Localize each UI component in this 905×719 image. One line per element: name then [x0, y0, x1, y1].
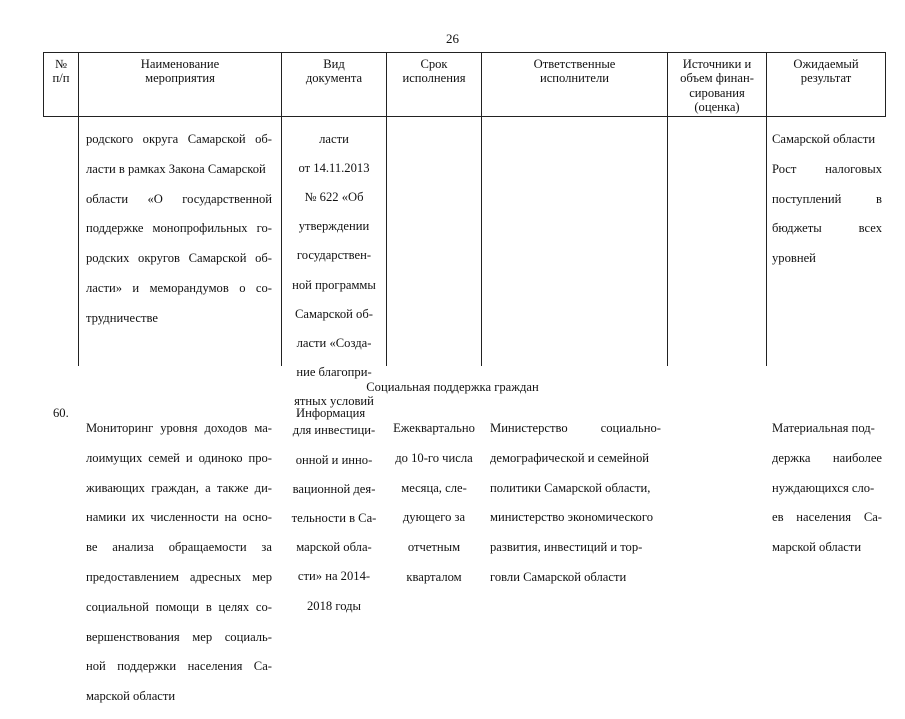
text-line: кварталом	[406, 569, 462, 584]
text-line: ние благопри-	[296, 365, 372, 380]
text-line: ласти в рамках Закона Самарской	[86, 161, 266, 176]
text-line: уровней	[772, 251, 816, 266]
row-60-document-type: Информация	[296, 406, 366, 420]
text-line: предоставлением адресных мер	[86, 569, 272, 584]
text-line: демографической и семейной	[490, 450, 650, 465]
text-line: поступлений в	[772, 191, 882, 206]
continuation-document-type	[282, 117, 386, 628]
text-line: Министерство социально-	[490, 420, 661, 435]
text-line: до 10-го числа	[395, 450, 473, 465]
page-number: 26	[446, 31, 459, 46]
text-line: родских округов Самарской об-	[86, 251, 272, 266]
text-line: поддержке монопрофильных го-	[86, 221, 272, 236]
text-line: вационной дея-	[292, 481, 376, 496]
text-line: министерство экономического	[490, 510, 654, 525]
text-line: онной и инно-	[295, 452, 373, 467]
text-line: государствен-	[296, 248, 372, 263]
text-line: Рост налоговых	[772, 161, 882, 176]
column-divider	[766, 52, 767, 366]
text-line: социальной помощи в целях со-	[86, 599, 272, 614]
column-divider	[481, 52, 482, 366]
text-line: родского округа Самарской об-	[86, 131, 272, 146]
text-line: бюджеты всех	[772, 221, 882, 236]
text-line: утверждении	[298, 219, 370, 234]
text-line: ной поддержки населения Са-	[86, 659, 272, 674]
column-divider	[386, 52, 387, 366]
text-line: развития, инвестиций и тор-	[490, 540, 643, 555]
text-line: живающих граждан, а также ди-	[86, 480, 272, 495]
text-line: тельности в Са-	[291, 511, 377, 526]
text-line: политики Самарской области,	[490, 480, 651, 495]
header-responsible: Ответственные исполнители	[533, 57, 616, 86]
text-line: для инвестици-	[292, 423, 376, 438]
header-deadline: Срок исполнения	[402, 57, 466, 86]
section-title: Социальная поддержка граждан	[366, 380, 539, 394]
continuation-expected-result	[772, 117, 882, 281]
text-line: ласти «Созда-	[296, 335, 372, 350]
row-60-responsible	[490, 406, 661, 600]
text-line: отчетным	[407, 540, 461, 555]
text-line: Ежеквартально	[393, 420, 475, 435]
text-line: нуждающихся сло-	[772, 480, 875, 495]
column-divider	[78, 52, 79, 366]
row-60-number: 60.	[53, 406, 69, 420]
column-divider	[885, 52, 886, 116]
text-line: месяца, сле-	[401, 480, 467, 495]
header-expected-result: Ожидаемый результат	[793, 57, 859, 86]
text-line: держка наиболее	[772, 450, 882, 465]
text-line: Материальная под-	[772, 420, 875, 435]
header-document-type: Вид документа	[305, 57, 363, 86]
row-60-deadline	[387, 406, 481, 600]
text-line: Самарской об-	[295, 306, 373, 321]
text-line: области «О государственной	[86, 191, 272, 206]
text-line: марской области	[86, 689, 176, 704]
row-60-event-name	[86, 406, 272, 719]
header-event-name: Наименование мероприятия	[140, 57, 220, 86]
text-line: № 622 «Об	[304, 189, 364, 204]
text-line: трудничестве	[86, 310, 158, 325]
continuation-event-name	[86, 117, 272, 341]
text-line: от 14.11.2013	[298, 160, 370, 175]
text-line: Самарской области	[772, 131, 876, 146]
text-line: лоимущих семей и одиноко про-	[86, 450, 272, 465]
header-number: № п/п	[52, 57, 70, 86]
text-line: ной программы	[292, 277, 376, 292]
text-line: марской области	[772, 540, 862, 555]
text-line: говли Самарской области	[490, 569, 627, 584]
table-top-border	[43, 52, 886, 53]
text-line: ласти	[319, 131, 349, 146]
text-line: намики их численности на осно-	[86, 510, 272, 525]
header-funding-sources: Источники и объем финан- сирования (оценка)	[680, 57, 754, 115]
text-line: сти» на 2014-	[297, 569, 371, 584]
text-line: ятных условий	[294, 394, 374, 409]
text-line: ев населения Са-	[772, 510, 882, 525]
row-60-expected-result	[772, 406, 882, 570]
text-line: марской обла-	[296, 540, 372, 555]
text-line: 2018 годы	[307, 598, 361, 613]
text-line: ласти» и меморандумов о со-	[86, 280, 272, 295]
text-line: Мониторинг уровня доходов ма-	[86, 420, 272, 435]
text-line: ве анализа обращаемости за	[86, 540, 272, 555]
text-line: дующего за	[402, 510, 466, 525]
text-line: вершенствования мер социаль-	[86, 629, 272, 644]
